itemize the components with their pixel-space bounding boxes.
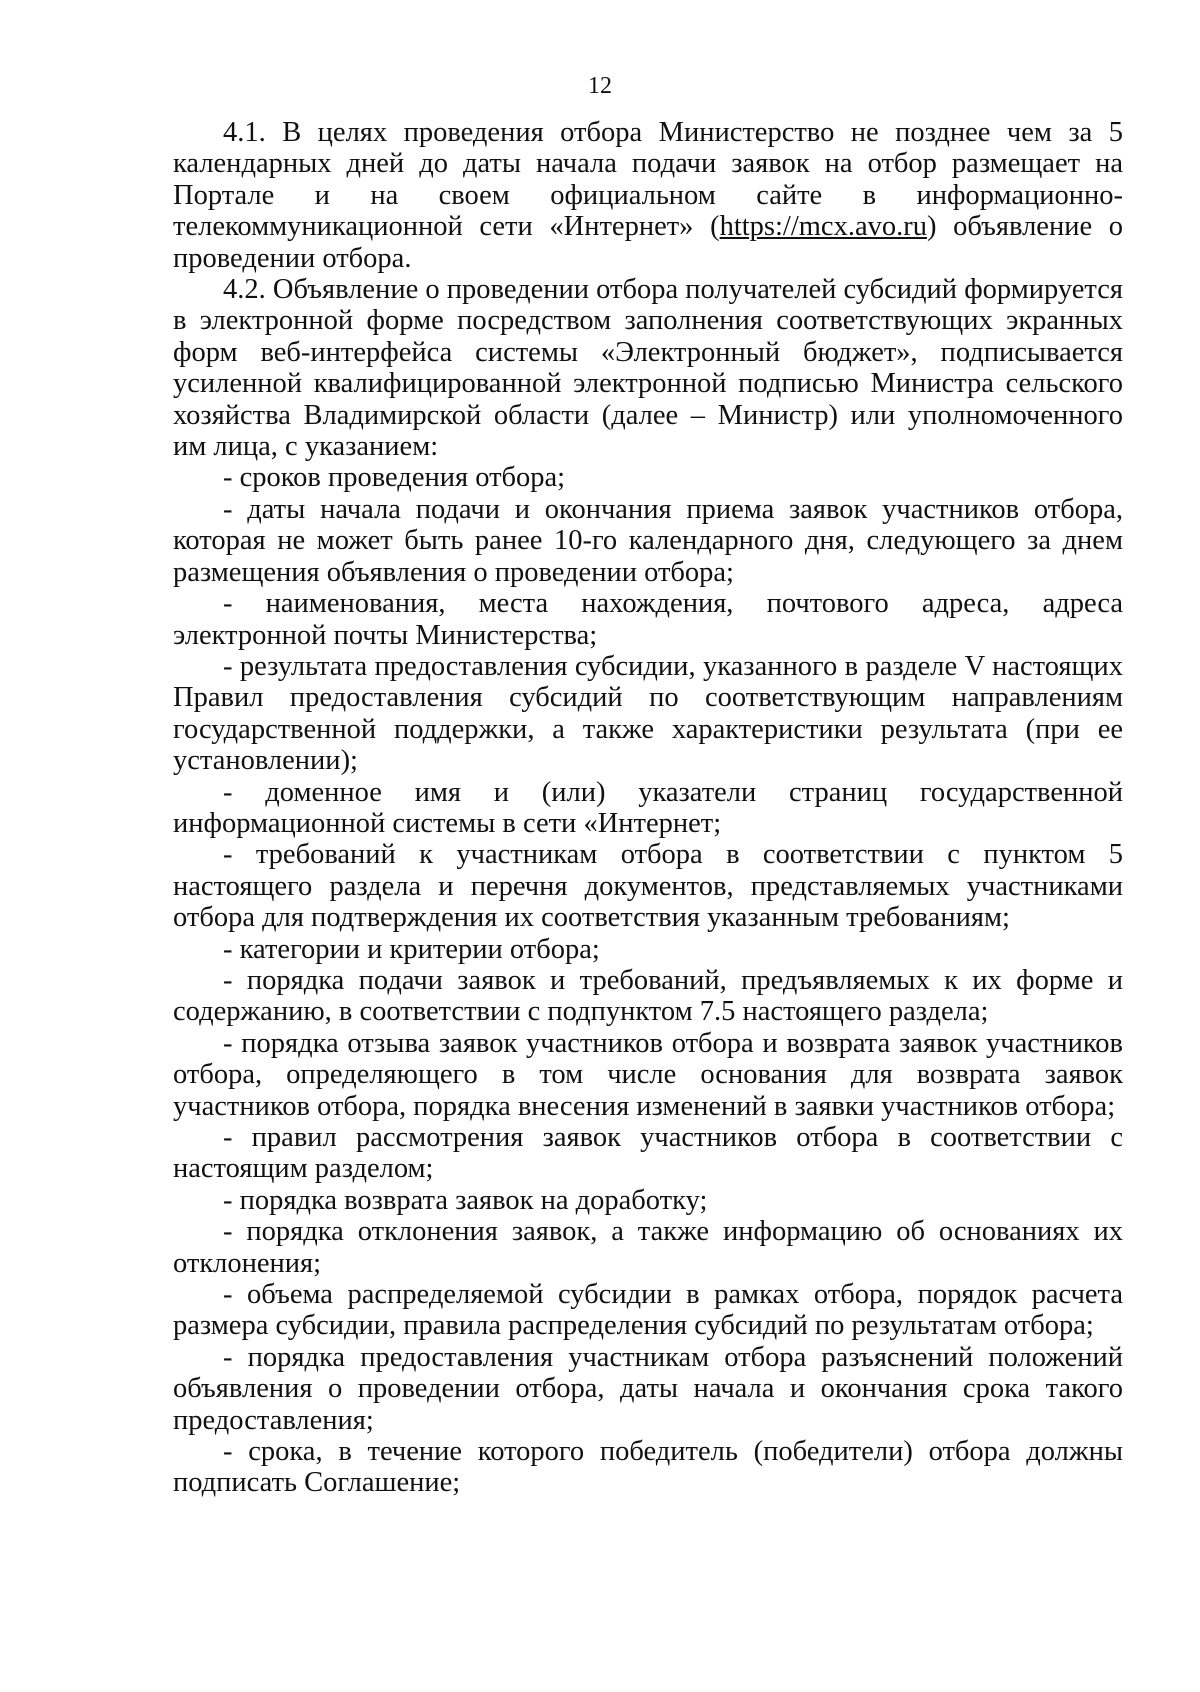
list-item: - порядка предоставления участникам отбора разъяснений положений объявления о проведении отбора, даты начала и окончания срока такого предоставления; — [173, 1341, 1123, 1436]
list-item: - срока, в течение которого победитель (победители) отбора должны подписать Соглашение; — [173, 1436, 1123, 1499]
list-item: - доменное имя и (или) указатели страниц государственной информационной системы в сети «Интернет; — [173, 776, 1123, 839]
list-item: - правил рассмотрения заявок участников отбора в соответствии с настоящим разделом; — [173, 1122, 1123, 1185]
paragraph-4-1 — [173, 117, 1123, 274]
page-number: 12 — [588, 73, 612, 99]
paragraph-4-2: 4.2. Объявление о проведении отбора получателей субсидий формируется в электронной форме посредством заполнения соответствующих экранных форм веб-интерфейса системы «Электронный бюджет», подписывается усиленной квалифицированной электронной подписью Министра сельского хозяйства Владимирской области (далее – Министр) или уполномоченного им лица, с указанием: — [173, 274, 1123, 463]
list-item: - порядка отзыва заявок участников отбора и возврата заявок участников отбора, определяющего в том числе основания для возврата заявок участников отбора, порядка внесения изменений в заявки участников отбора; — [173, 1027, 1123, 1122]
list-item: - наименования, места нахождения, почтового адреса, адреса электронной почты Министерства; — [173, 588, 1123, 651]
list-item: - порядка подачи заявок и требований, предъявляемых к их форме и содержанию, в соответствии с подпунктом 7.5 настоящего раздела; — [173, 964, 1123, 1028]
list-item: - результата предоставления субсидии, указанного в разделе V настоящих Правил предоставления субсидий по соответствующим направлениям государственной поддержки, а также характеристики результата (при ее установлении); — [173, 650, 1123, 777]
list-item: - порядка возврата заявок на доработку; — [223, 1184, 708, 1216]
document-body — [173, 117, 1123, 1499]
paragraph-4-1-text-start: 4.1. В целях проведения отбора Министерство не позднее чем за 5 календарных дней до даты начала подачи заявок на отбор размещает на Портале и на своем официальном сайте в информационно-телекоммуникационной сети «Интернет» ( — [173, 117, 1123, 243]
list-item: - даты начала подачи и окончания приема заявок участников отбора, которая не может быть ранее 10-го календарного дня, следующего за днем размещения объявления о проведении отбора; — [173, 493, 1123, 588]
list-item: - объема распределяемой субсидии в рамках отбора, порядок расчета размера субсидии, правила распределения субсидий по результатам отбора; — [173, 1279, 1123, 1342]
ministry-website-link[interactable]: https://mcx.avo.ru — [719, 211, 927, 243]
list-item: - порядка отклонения заявок, а также информацию об основаниях их отклонения; — [173, 1216, 1123, 1279]
paragraph-4-1-text-end: ) объявление о проведении отбора. — [173, 211, 1124, 274]
list-item: - категории и критерии отбора; — [223, 933, 600, 965]
list-item: - требований к участникам отбора в соответствии с пунктом 5 настоящего раздела и перечня документов, представляемых участниками отбора для подтверждения их соответствия указанным требованиям; — [173, 839, 1123, 934]
list-item: - сроков проведения отбора; — [223, 462, 566, 494]
